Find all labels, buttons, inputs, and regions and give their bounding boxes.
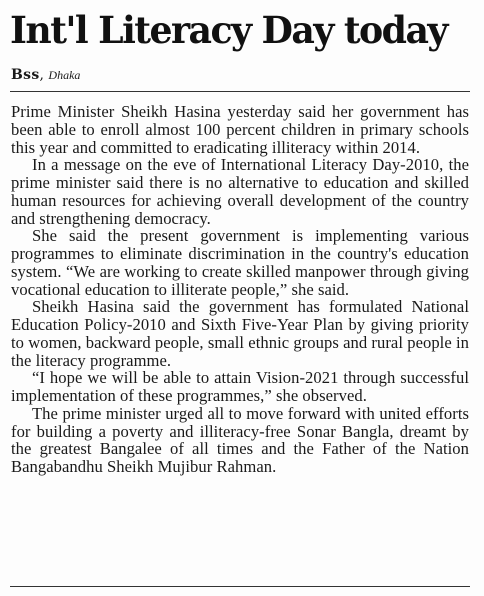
paragraph: Sheikh Hasina said the government has formulated National Education Policy-2010 and Sixth Five-Year Plan by giving priority to women, backward people, small ethnic groups and rural people in the literacy programme. [11, 297, 469, 370]
paragraph: “I hope we will be able to attain Vision-2021 through successful implementation of these programmes,” she observed. [11, 368, 469, 405]
article-body [11, 103, 469, 476]
headline: Int'l Literacy Day today [10, 8, 447, 52]
paragraph: In a message on the eve of International Literacy Day-2010, the prime minister said there is no alternative to education and skilled human resources for achieving overall development of the country and strengthening democracy. [11, 155, 469, 228]
paragraph: The prime minister urged all to move forward with united efforts for building a poverty and illiteracy-free Sonar Bangla, dreamt by the greatest Bangalee of all times and the Father of the Nation Bangabandhu Sheikh Mujibur Rahman. [11, 403, 469, 476]
paragraph: Prime Minister Sheikh Hasina yesterday said her government has been able to enroll almost 100 percent children in primary schools this year and committed to eradicating illiteracy within 2014. [11, 102, 469, 157]
byline-agency: Bss [11, 67, 40, 83]
byline: Bss, Dhaka [11, 67, 81, 83]
bottom-divider [10, 586, 470, 587]
top-divider [10, 91, 470, 92]
paragraph: She said the present government is implementing various programmes to eliminate discrimination in the country's education system. “We are working to create skilled manpower through giving vocational education to illiterate people,” she said. [11, 226, 469, 299]
byline-location: Dhaka [48, 68, 81, 82]
